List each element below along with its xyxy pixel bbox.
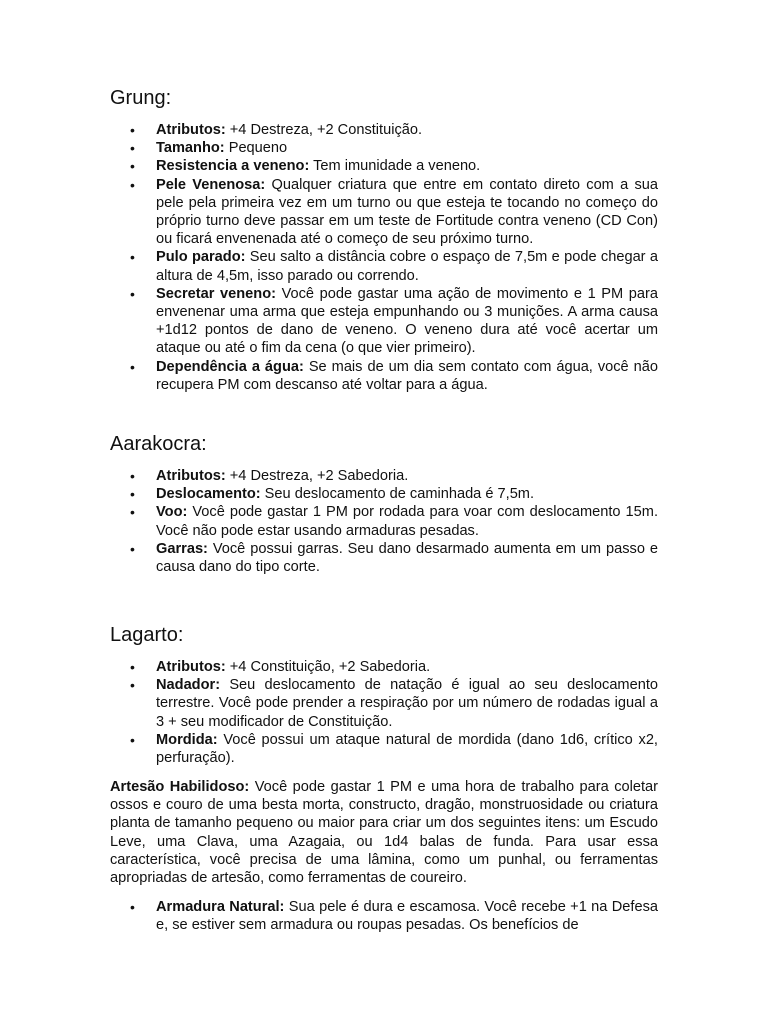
lagarto-traits-list-continued: [110, 898, 658, 934]
bullet-icon: •: [130, 176, 135, 193]
bullet-icon: •: [130, 731, 135, 748]
list-item: • Armadura Natural: Sua pele é dura e escamosa. Você recebe +1 na Defesa e, se estiver sem armadura ou roupas pesadas. Os benefícios de: [130, 899, 658, 934]
list-item: • Resistencia a veneno: Tem imunidade a veneno.: [130, 158, 481, 175]
bullet-icon: •: [130, 540, 135, 557]
bullet-icon: •: [130, 285, 135, 302]
bullet-icon: •: [130, 659, 135, 675]
aarakocra-traits-list: [110, 467, 658, 576]
list-item: • Tamanho: Pequeno: [130, 140, 288, 157]
list-item: • Pele Venenosa: Qualquer criatura que entre em contato direto com a sua pele pela primeira vez em um turno ou que esteja te tocando no começo do próprio turno deve passar em um teste de Fortitude contra veneno (CD Con) ou ficará envenenada até o começo de seu próximo turno.: [130, 176, 658, 248]
grung-traits-list: [110, 121, 658, 394]
bullet-icon: •: [130, 358, 135, 375]
list-item: • Atributos: +4 Constituição, +2 Sabedoria.: [130, 659, 431, 675]
list-item: • Voo: Você pode gastar 1 PM por rodada para voar com deslocamento 15m. Você não pode estar usando armaduras pesadas.: [130, 504, 658, 539]
section-title-lagarto: Lagarto:: [110, 624, 184, 646]
bullet-icon: •: [130, 899, 135, 915]
bullet-icon: •: [130, 249, 135, 266]
bullet-icon: •: [130, 677, 135, 694]
bullet-icon: •: [130, 486, 135, 503]
bullet-icon: •: [130, 468, 135, 484]
list-item: • Dependência a água: Se mais de um dia sem contato com água, você não recupera PM com descanso até voltar para a água.: [130, 358, 659, 393]
list-item: • Mordida: Você possui um ataque natural de mordida (dano 1d6, crítico x2, perfuração).: [130, 731, 658, 767]
lagarto-traits-list: [110, 658, 658, 767]
list-item: • Atributos: +4 Destreza, +2 Constituição.: [130, 122, 423, 138]
list-item: • Deslocamento: Seu deslocamento de caminhada é 7,5m.: [130, 486, 535, 503]
bullet-icon: •: [130, 504, 135, 521]
list-item: • Atributos: +4 Destreza, +2 Sabedoria.: [130, 468, 409, 484]
bullet-icon: •: [130, 122, 135, 138]
section-title-grung: Grung:: [110, 87, 172, 109]
bullet-icon: •: [130, 158, 135, 175]
list-item: • Nadador: Seu deslocamento de natação é igual ao seu deslocamento terrestre. Você pode prender a respiração por um número de rodadas igual a 3 + seu modificador de Constituição.: [130, 677, 658, 730]
list-item: • Secretar veneno: Você pode gastar uma ação de movimento e 1 PM para envenenar uma arma que esteja empunhando ou 3 munições. A arma causa +1d12 pontos de dano de veneno. O veneno dura até você acertar um ataque ou até o fim da cena (o que vier primeiro).: [130, 285, 658, 357]
list-item: • Garras: Você possui garras. Seu dano desarmado aumenta em um passo e causa dano do tipo corte.: [130, 540, 658, 576]
artesao-habilidoso-paragraph: Artesão Habilidoso: Você pode gastar 1 PM e uma hora de trabalho para coletar ossos e couro de uma besta morta, constructo, dragão, monstruosidade ou criatura planta de tamanho pequeno ou maior para criar um dos seguintes itens: um Escudo Leve, uma Clava, uma Azagaia, ou 1d4 balas de funda. Para usar essa característica, você precisa de uma lâmina, como um punhal, ou ferramentas apropriadas de artesão, como ferramentas de coureiro.: [110, 779, 658, 887]
list-item: • Pulo parado: Seu salto a distância cobre o espaço de 7,5m e pode chegar a altura de 4,5m, isso parado ou correndo.: [130, 249, 658, 284]
bullet-icon: •: [130, 140, 135, 157]
section-title-aarakocra: Aarakocra:: [110, 433, 207, 455]
